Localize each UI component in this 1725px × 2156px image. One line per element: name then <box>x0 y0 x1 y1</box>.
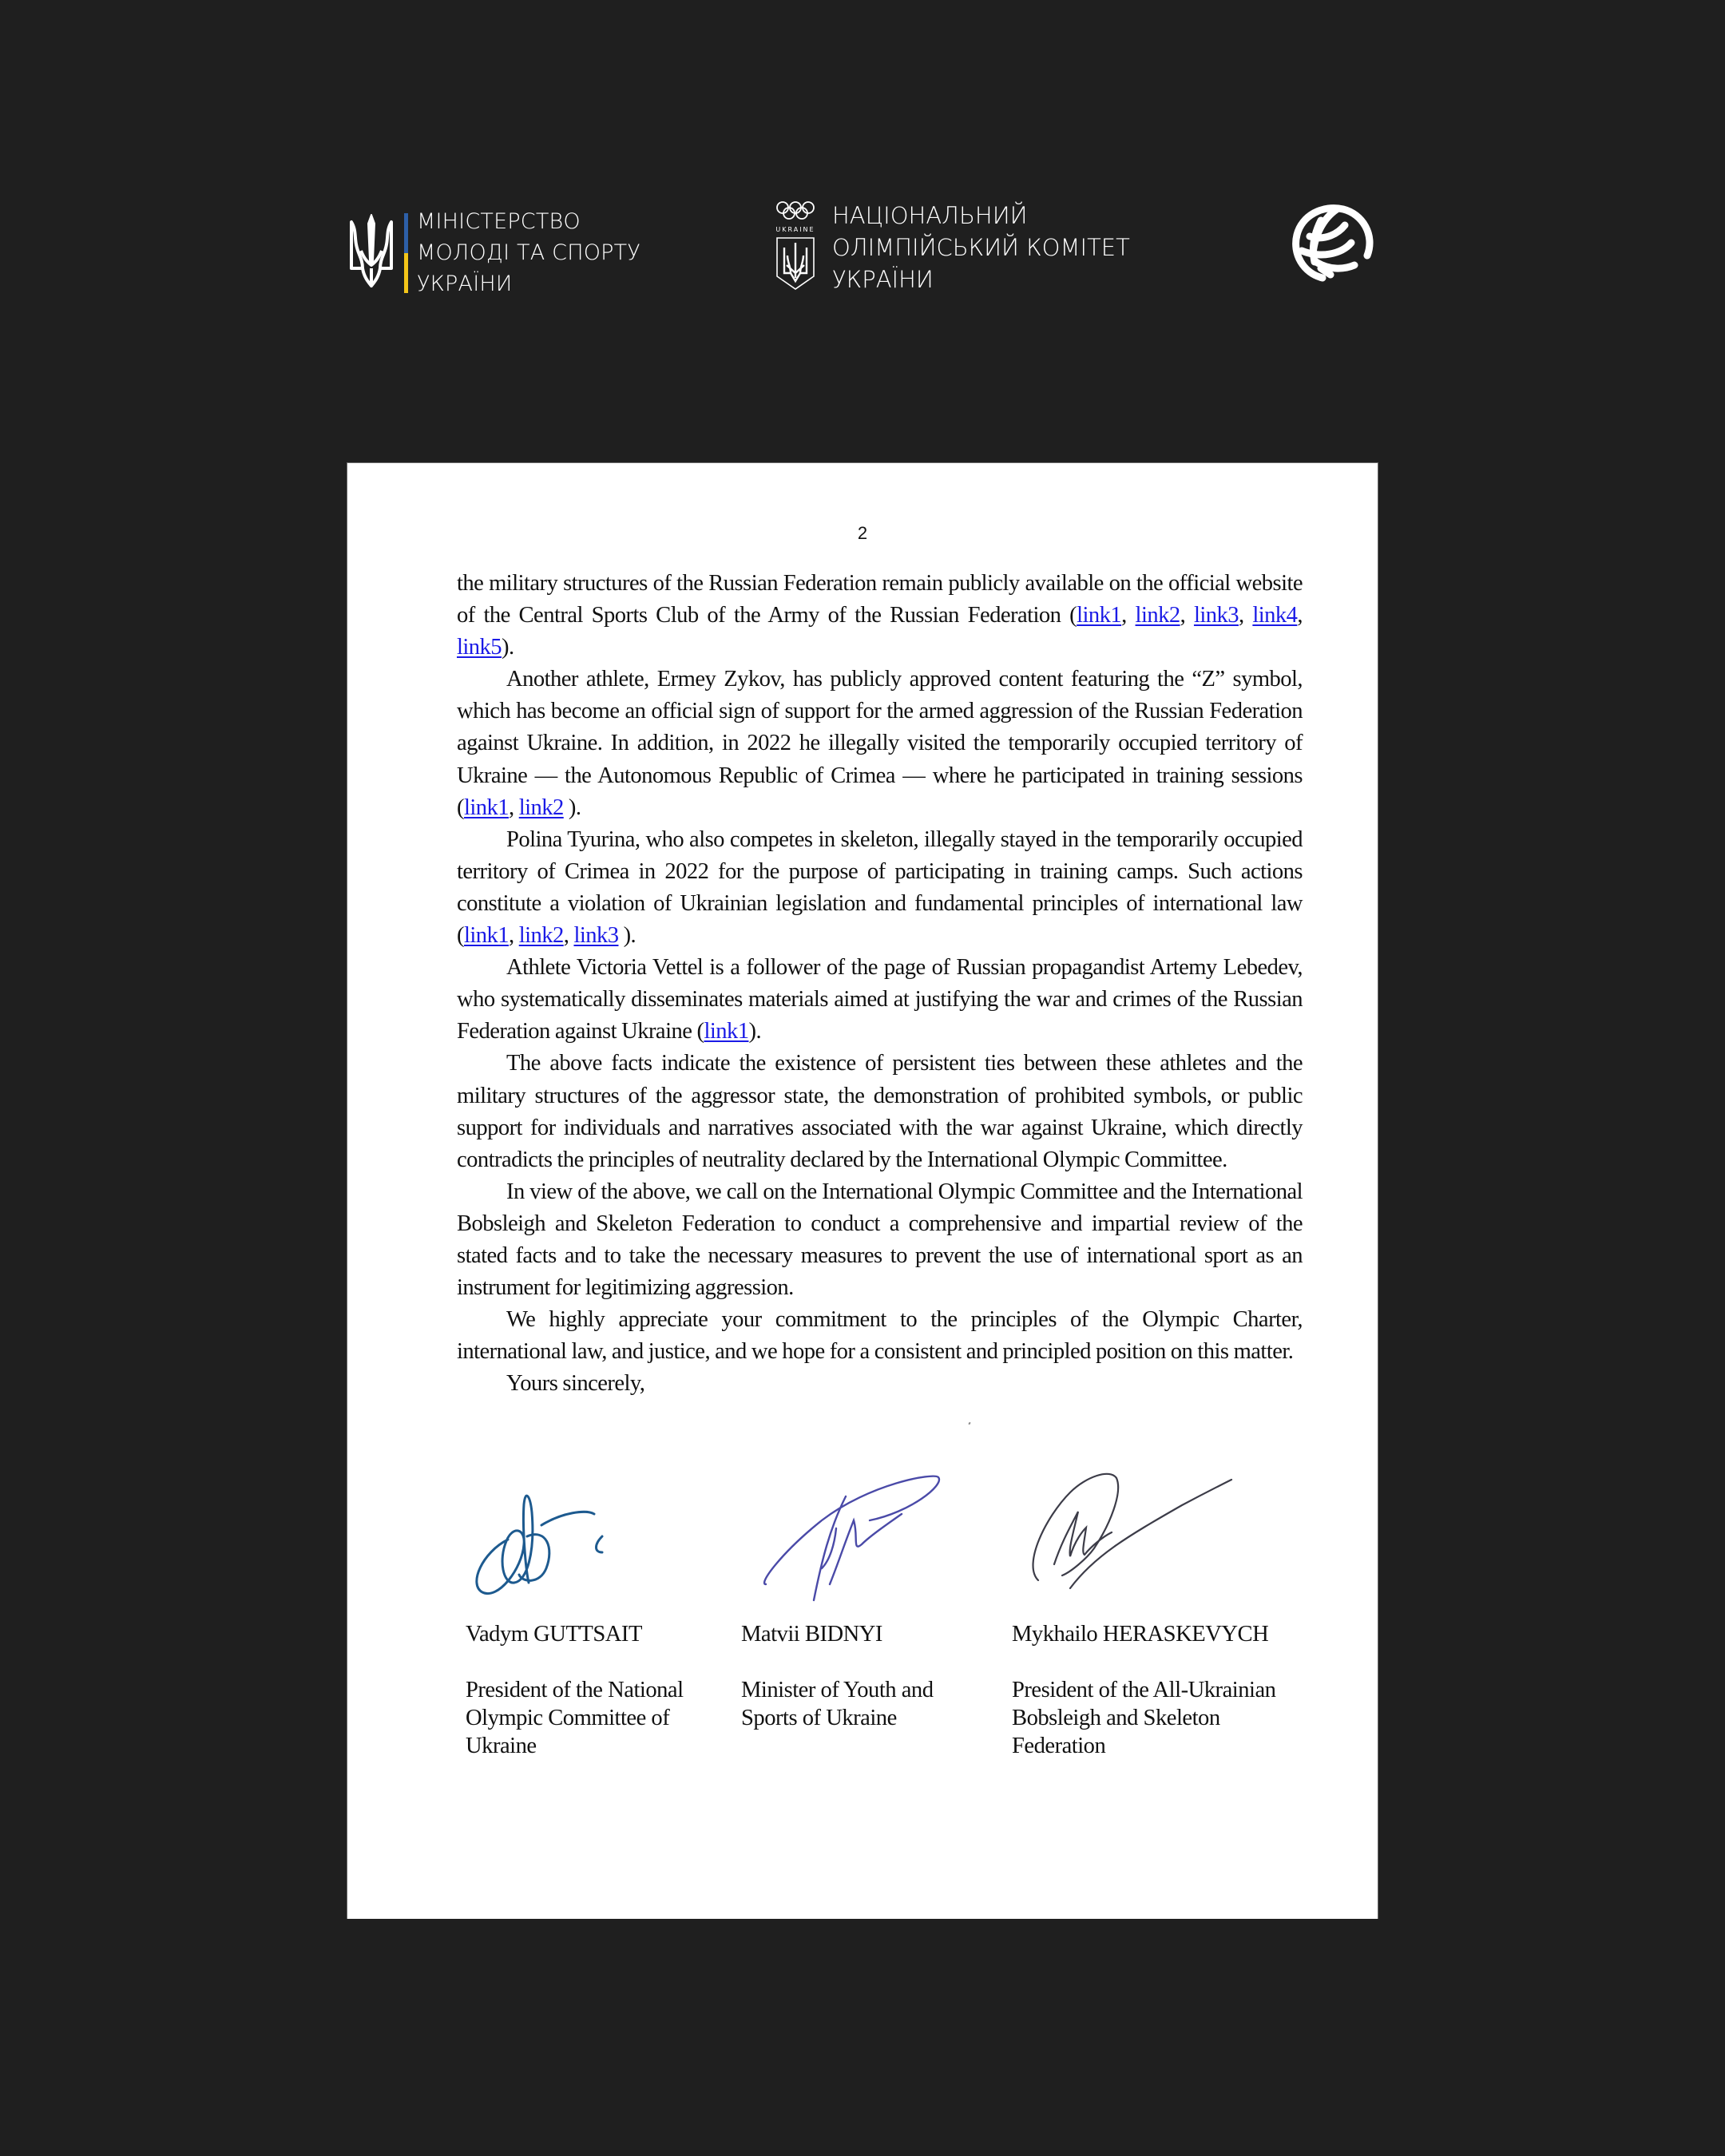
paragraph-text: ). <box>563 795 581 820</box>
signature-bidnyi <box>750 1464 958 1608</box>
reference-link[interactable]: link1 <box>1077 603 1122 628</box>
olympic-rings-icon <box>775 201 815 224</box>
body-paragraph <box>457 1304 1303 1368</box>
page-number: 2 <box>857 523 868 543</box>
reference-link[interactable]: link5 <box>457 635 502 660</box>
reference-link[interactable]: link4 <box>1252 603 1298 628</box>
signer-title: President of the All-Ukrainian Bobsleigh and Skeleton Federation <box>1012 1678 1276 1758</box>
body-paragraph <box>457 568 1303 664</box>
noc-logo <box>775 200 1130 295</box>
trident-icon <box>348 212 395 293</box>
body-paragraph <box>457 1048 1303 1175</box>
body-paragraph <box>457 824 1303 952</box>
reference-link[interactable]: link1 <box>704 1019 749 1044</box>
signer-name: Mykhailo HERASKEVYCH <box>1012 1622 1269 1647</box>
paragraph-text: , <box>563 923 574 949</box>
paragraph-text: ). <box>618 923 636 949</box>
paragraph-text: ). <box>748 1019 762 1044</box>
ukraine-flag-bar <box>404 213 408 293</box>
paragraph-text: , <box>509 795 519 820</box>
signature-heraskevych <box>1022 1460 1246 1596</box>
signer-title: President of the National Olympic Committee of Ukraine <box>466 1678 684 1758</box>
ministry-logo <box>348 206 640 299</box>
paragraph-text: We highly appreciate your commitment to the principles of the Olympic Charter, international law, and justice, and we hope for a consistent and principled position on this matter. <box>457 1307 1303 1365</box>
paragraph-text: the military structures of the Russian Federation remain publicly available on the official website of the Central Sports Club of the Army of the Russian Federation ( <box>457 571 1303 628</box>
body-paragraph <box>457 952 1303 1048</box>
federation-logo <box>1287 203 1380 295</box>
signer-title: Minister of Youth and Sports of Ukraine <box>741 1678 934 1730</box>
reference-link[interactable]: link3 <box>1193 603 1239 628</box>
closing-salutation: Yours sincerely, <box>506 1371 645 1397</box>
signer-heraskevych <box>1012 1620 1331 1760</box>
noc-name: НАЦІОНАЛЬНИЙ ОЛІМПІЙСЬКИЙ КОМІТЕТ УКРАЇНИ <box>832 202 1130 293</box>
paragraph-text: Another athlete, Ermey Zykov, has publicly approved content featuring the “Z” symbol, which has become an official sign of support for the armed aggression of the Russian Federation against Ukraine. In addition, in 2022 he illegally visited the temporarily occupied territory of Ukraine — the Autonomous Republic of Crimea — where he participated in training sessions ( <box>457 667 1303 820</box>
paragraph-text: Polina Tyurina, who also competes in skeleton, illegally stayed in the temporarily occupied territory of Crimea in 2022 for the purpose of participating in training camps. Such actions constitute a violation of Ukrainian legislation and fundamental principles of international law ( <box>457 826 1303 949</box>
paragraph-text: , <box>509 923 519 949</box>
paragraph-text: , <box>1180 603 1194 628</box>
scan-speck <box>968 1422 970 1425</box>
signer-bidnyi <box>741 1620 981 1732</box>
signer-guttsait <box>466 1620 729 1760</box>
paragraph-text: , <box>1121 603 1136 628</box>
paragraph-text: , <box>1238 603 1253 628</box>
signer-name: Vadym GUTTSAIT <box>466 1622 642 1647</box>
body-paragraph <box>457 664 1303 823</box>
reference-link[interactable]: link2 <box>518 923 564 949</box>
paragraph-text: ). <box>502 635 514 660</box>
document-page <box>347 462 1378 1919</box>
reference-link[interactable]: link2 <box>1135 603 1180 628</box>
letter-body <box>457 568 1303 1400</box>
bobsleigh-federation-globe-icon <box>1287 201 1380 298</box>
reference-link[interactable]: link2 <box>518 795 564 820</box>
paragraph-text: Athlete Victoria Vettel is a follower of the page of Russian propagandist Artemy Lebedev, who systematically disseminates materials aimed at justifying the war and crimes of the Russian Federation against Ukraine ( <box>457 955 1303 1044</box>
ministry-name: МІНІСТЕРСТВО МОЛОДІ ТА СПОРТУ УКРАЇНИ <box>417 209 640 296</box>
rings-caption: UKRAINE <box>775 225 815 233</box>
reference-link[interactable]: link1 <box>463 795 510 820</box>
trident-shield-icon <box>775 236 815 295</box>
paragraph-text: The above facts indicate the existence of persistent ties between these athletes and the military structures of the aggressor state, the demonstration of prohibited symbols, or public support for individuals and narratives associated with the war against Ukraine, which directly contradicts the principles of neutrality declared by the International Olympic Committee. <box>457 1051 1303 1172</box>
paragraph-text: , <box>1297 603 1303 628</box>
reference-link[interactable]: link3 <box>573 923 619 949</box>
reference-link[interactable]: link1 <box>463 923 510 949</box>
signer-name: Matvii BIDNYI <box>741 1622 882 1647</box>
paragraph-text: In view of the above, we call on the International Olympic Committee and the International Bobsleigh and Skeleton Federation to conduct a comprehensive and impartial review of the stated facts and to take the necessary measures to prevent the use of international sport as an instrument for legitimizing aggression. <box>457 1179 1303 1301</box>
signature-guttsait <box>466 1480 658 1600</box>
body-paragraph <box>457 1176 1303 1304</box>
